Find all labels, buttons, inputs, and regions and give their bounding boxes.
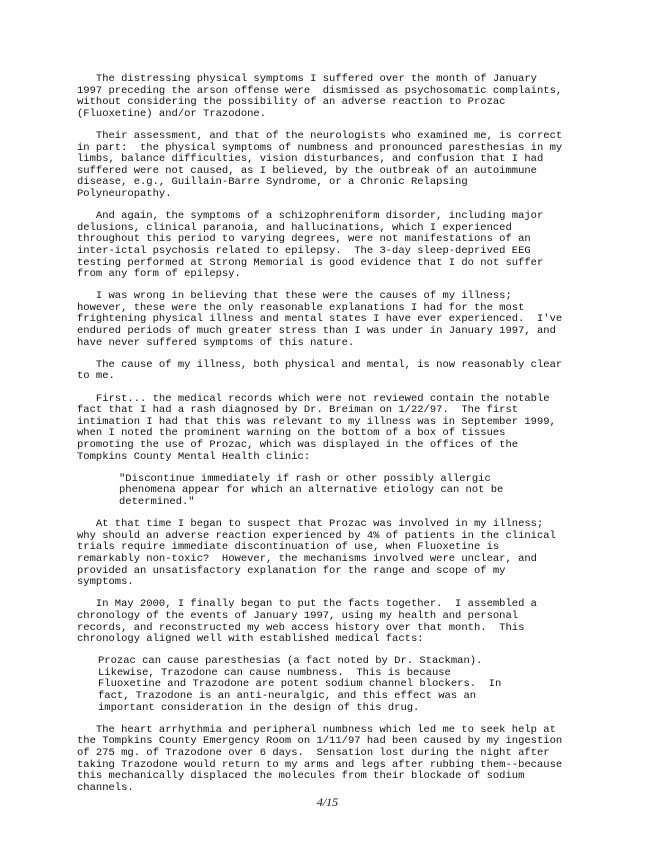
document-body <box>77 74 577 805</box>
text-line: testing performed at Strong Memorial is good evidence that I do not suffer <box>77 256 544 269</box>
text-line: disease, e.g., Guillain-Barre Syndrome, or a Chronic Relapsing <box>77 176 468 189</box>
text-line: I was wrong in believing that these were the causes of my illness; <box>77 290 512 303</box>
text-line: the Tompkins County Emergency Room on 1/11/97 had been caused by my ingestion <box>77 735 563 748</box>
text-line: Likewise, Trazodone can cause numbness. This is because <box>98 666 451 679</box>
text-line: without considering the possibility of an adverse reaction to Prozac <box>77 96 506 109</box>
page-number: 4/15 <box>316 795 339 809</box>
indented-paragraph <box>77 656 577 714</box>
text-line: frightening physical illness and mental states I have ever experienced. I've <box>77 313 563 326</box>
text-line: fact that I had a rash diagnosed by Dr. Breiman on 1/22/97. The first <box>77 404 519 417</box>
text-line: "Discontinue immediately if rash or other possibly allergic <box>119 472 491 485</box>
text-line: inter-ictal psychosis related to epilepsy. The 3-day sleep-deprived EEG <box>77 244 531 257</box>
text-line: throughout this period to varying degrees, were not manifestations of an <box>77 233 531 246</box>
text-line: The distressing physical symptoms I suffered over the month of January <box>77 73 537 85</box>
text-line: records, and reconstructed my web access history over that month. This <box>77 621 525 634</box>
text-line: remarkably non-toxic? However, the mechanisms involved were unclear, and <box>77 552 537 565</box>
paragraph <box>77 291 577 349</box>
text-line: when I noted the prominent warning on the bottom of a box of tissues <box>77 427 506 440</box>
text-line: this mechanically displaced the molecules from their blockade of sodium <box>77 770 525 783</box>
text-line: chronology of the events of January 1997, using my health and personal <box>77 609 519 622</box>
text-line: have never suffered symptoms of this nature. <box>77 336 355 349</box>
paragraph <box>77 74 577 120</box>
text-line: taking Trazodone would return to my arms and legs after rubbing them--because <box>77 758 563 771</box>
text-line: Polyneuropathy. <box>77 187 172 200</box>
text-line: suffered were not caused, as I believed, by the outbreak of an autoimmune <box>77 164 537 177</box>
paragraph <box>77 211 577 281</box>
text-line: intimation I had that this was relevant to my illness was in September 1999, <box>77 415 556 428</box>
text-line: however, these were the only reasonable explanations I had for the most <box>77 301 525 314</box>
text-line: Their assessment, and that of the neurologists who examined me, is correct <box>77 129 563 142</box>
paragraph <box>77 599 577 645</box>
text-line: Prozac can cause paresthesias (a fact noted by Dr. Stackman). <box>98 655 483 668</box>
text-line: determined." <box>119 495 195 508</box>
text-line: in part: the physical symptoms of numbness and pronounced paresthesias in my <box>77 141 563 154</box>
text-line: symptoms. <box>77 576 134 589</box>
text-line: endured periods of much greater stress than I was under in January 1997, and <box>77 325 556 338</box>
text-line: First... the medical records which were not reviewed contain the notable <box>77 392 550 405</box>
text-line: limbs, balance difficulties, vision disturbances, and confusion that I had <box>77 153 544 166</box>
text-line: promoting the use of Prozac, which was displayed in the offices of the <box>77 439 519 451</box>
text-line: 1997 preceding the arson offense were dismissed as psychosomatic complaints, <box>77 84 563 97</box>
text-line: from any form of epilepsy. <box>77 268 241 281</box>
text-line: provided an unsatisfactory explanation for the range and scope of my <box>77 564 506 577</box>
text-line: fact, Trazodone is an anti-neuralgic, and this effect was an <box>98 690 477 703</box>
text-line: to me. <box>77 370 115 383</box>
text-line: The heart arrhythmia and peripheral numbness which led me to seek help at <box>77 723 556 736</box>
text-line: important consideration in the design of this drug. <box>98 701 420 714</box>
paragraph <box>77 360 577 383</box>
paragraph <box>77 394 577 464</box>
text-line: phenomena appear for which an alternative etiology can not be <box>119 484 504 497</box>
text-line: Fluoxetine and Trazodone are potent sodium channel blockers. In <box>98 678 502 691</box>
text-line: delusions, clinical paranoia, and hallucinations, which I experienced <box>77 221 512 234</box>
text-line: Tompkins County Mental Health clinic: <box>77 450 311 463</box>
text-line: At that time I began to suspect that Prozac was involved in my illness; <box>77 518 544 531</box>
paragraph <box>77 725 577 795</box>
text-line: chronology aligned well with established medical facts: <box>77 633 424 646</box>
text-line: why should an adverse reaction experienced by 4% of patients in the clinical <box>77 529 556 542</box>
paragraph <box>77 519 577 589</box>
text-line: And again, the symptoms of a schizophreniform disorder, including major <box>77 210 544 223</box>
block-quote <box>77 474 577 509</box>
text-line: (Fluoxetine) and/or Trazodone. <box>77 107 267 120</box>
text-line: In May 2000, I finally began to put the facts together. I assembled a <box>77 598 537 611</box>
text-line: channels. <box>77 781 134 794</box>
text-line: The cause of my illness, both physical and mental, is now reasonably clear <box>77 358 563 371</box>
text-line: trials require immediate discontinuation of use, when Fluoxetine is <box>77 541 500 554</box>
paragraph <box>77 131 577 201</box>
text-line: of 275 mg. of Trazodone over 6 days. Sensation lost during the night after <box>77 747 550 760</box>
